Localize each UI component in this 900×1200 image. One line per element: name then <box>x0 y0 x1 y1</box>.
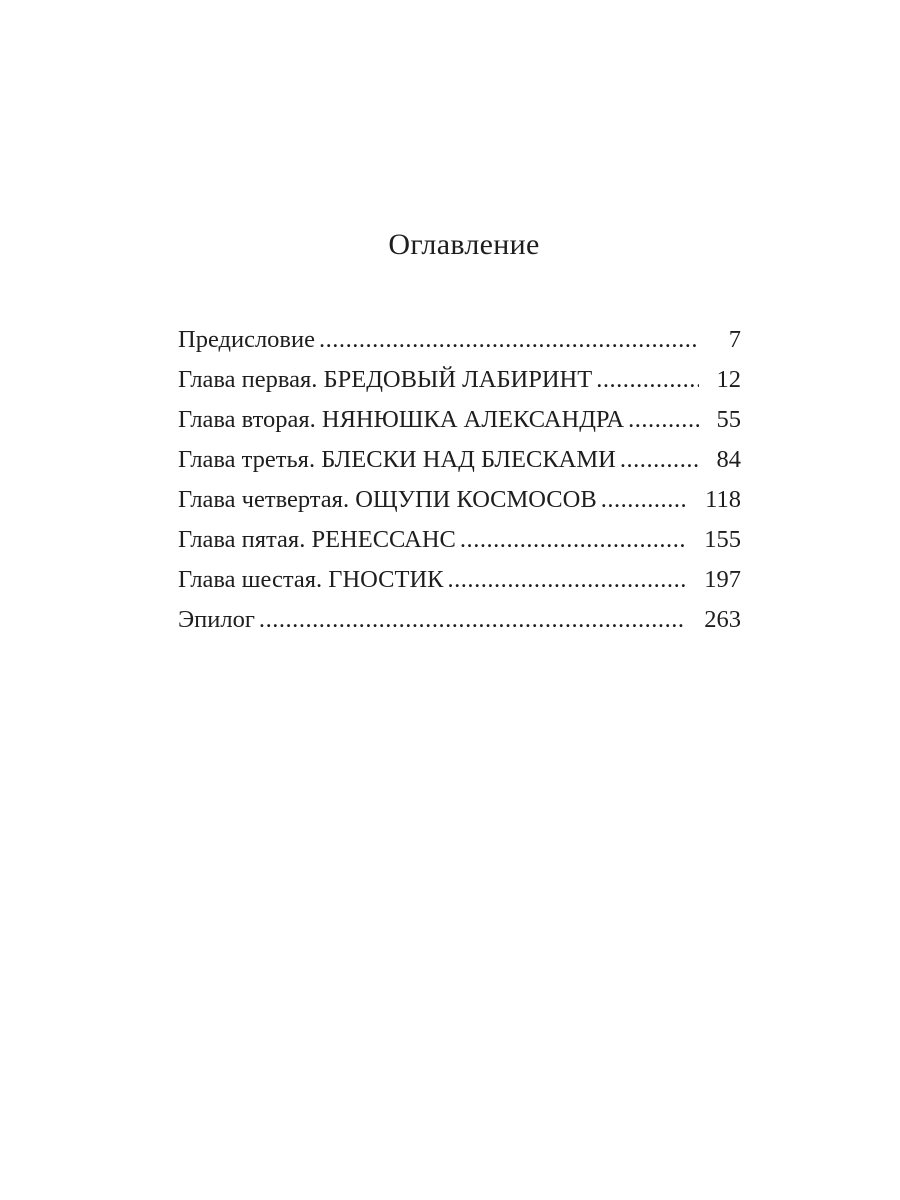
dot-leader <box>601 480 687 520</box>
toc-entry-label: Глава четвертая. ОЩУПИ КОСМОСОВ <box>178 486 597 513</box>
dot-leader <box>319 320 699 360</box>
toc-entry-chapter-1[interactable] <box>178 360 741 400</box>
dot-leader <box>460 520 686 560</box>
toc-entry-preface[interactable] <box>178 320 741 360</box>
toc-entry-label: Глава пятая. РЕНЕССАНС <box>178 526 456 553</box>
page-title: Оглавление <box>388 228 540 261</box>
toc-entry-chapter-6[interactable] <box>178 560 741 600</box>
toc-entry-label: Глава вторая. НЯНЮШКА АЛЕКСАНДРА <box>178 406 625 433</box>
toc-entry-page: 7 <box>728 326 741 353</box>
toc-entry-label: Глава первая. БРЕДОВЫЙ ЛАБИРИНТ <box>178 366 593 393</box>
toc-entry-page: 263 <box>704 606 741 633</box>
toc-entry-page: 118 <box>705 486 741 513</box>
toc-entry-epilogue[interactable] <box>178 600 741 640</box>
dot-leader <box>259 600 686 640</box>
dot-leader <box>628 400 698 440</box>
toc-entry-chapter-4[interactable] <box>178 480 741 520</box>
dot-leader <box>596 360 698 400</box>
dot-leader <box>620 440 699 480</box>
toc-entry-page: 12 <box>716 366 741 393</box>
toc-entry-page: 155 <box>704 526 741 553</box>
toc-entry-chapter-5[interactable] <box>178 520 741 560</box>
toc-entry-page: 84 <box>716 446 741 473</box>
toc-entry-page: 55 <box>716 406 741 433</box>
toc-entry-chapter-3[interactable] <box>178 440 741 480</box>
toc-entry-label: Предисловие <box>178 326 315 353</box>
toc-entry-chapter-2[interactable] <box>178 400 741 440</box>
toc-entry-label: Глава третья. БЛЕСКИ НАД БЛЕСКАМИ <box>178 446 616 473</box>
toc-entry-label: Эпилог <box>178 606 255 633</box>
toc-entry-page: 197 <box>704 566 741 593</box>
toc-entry-label: Глава шестая. ГНОСТИК <box>178 566 444 593</box>
table-of-contents <box>178 320 741 640</box>
dot-leader <box>447 560 686 600</box>
